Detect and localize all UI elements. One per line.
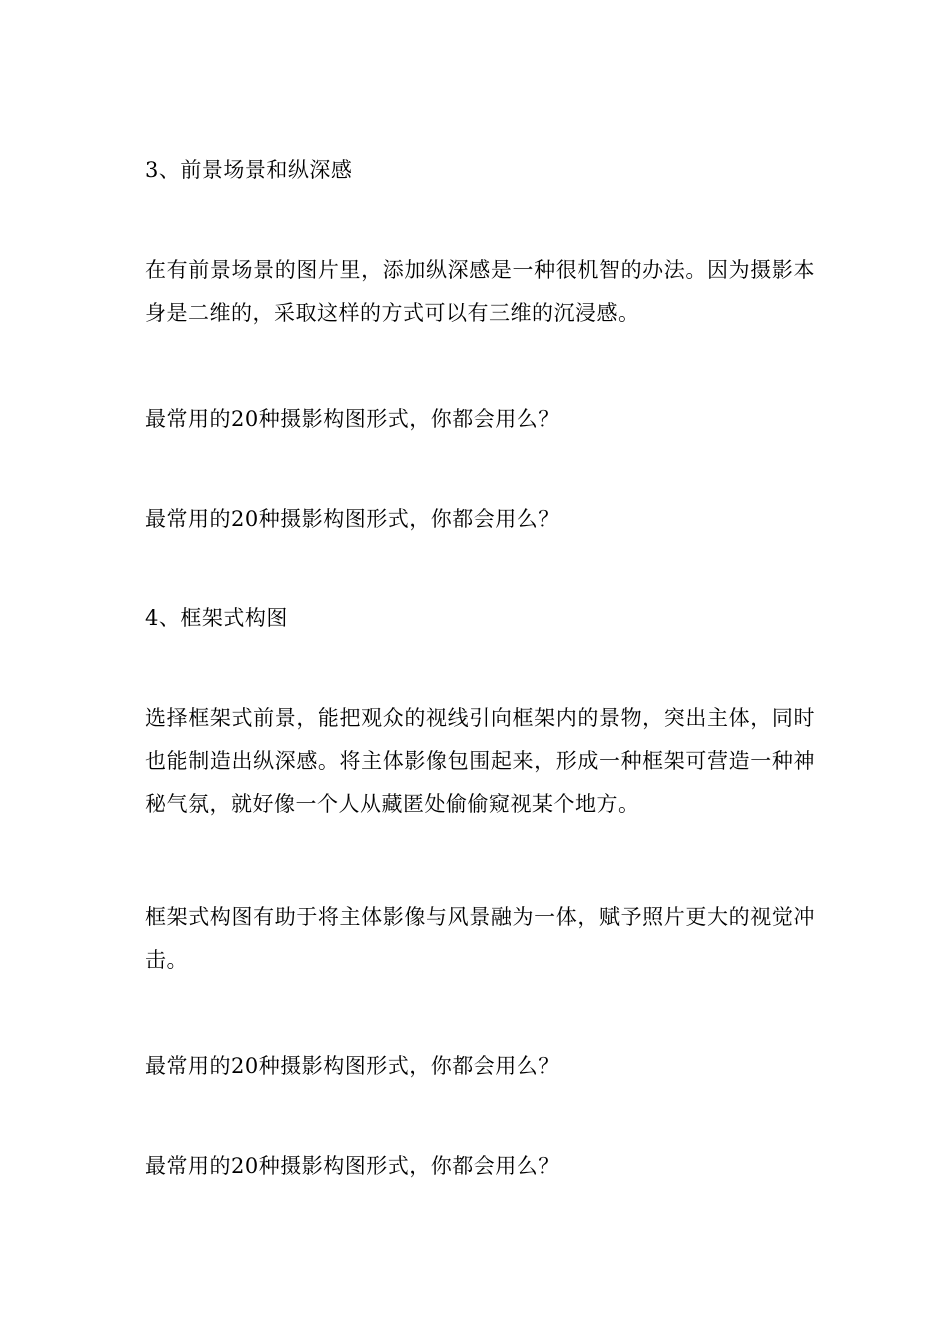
image-caption-2: 最常用的20种摄影构图形式，你都会用么？ [145, 507, 560, 531]
section-heading-foreground-depth: 3、前景场景和纵深感 [145, 158, 353, 182]
paragraph-frame-impact: 框架式构图有助于将主体影像与风景融为一体，赋予照片更大的视觉冲击。 [145, 905, 815, 972]
image-caption-4: 最常用的20种摄影构图形式，你都会用么？ [145, 1154, 560, 1178]
paragraph-frame-description: 选择框架式前景，能把观众的视线引向框架内的景物，突出主体，同时也能制造出纵深感。将主体影像包围起来，形成一种框架可营造一种神秘气氛，就好像一个人从藏匿处偷偷窥视某个地方。 [145, 706, 815, 816]
image-caption-3: 最常用的20种摄影构图形式，你都会用么？ [145, 1054, 560, 1078]
paragraph-depth-description: 在有前景场景的图片里，添加纵深感是一种很机智的办法。因为摄影本身是二维的，采取这样的方式可以有三维的沉浸感。 [145, 258, 815, 325]
image-caption-1: 最常用的20种摄影构图形式，你都会用么？ [145, 407, 560, 431]
section-heading-frame-composition: 4、框架式构图 [145, 606, 288, 630]
